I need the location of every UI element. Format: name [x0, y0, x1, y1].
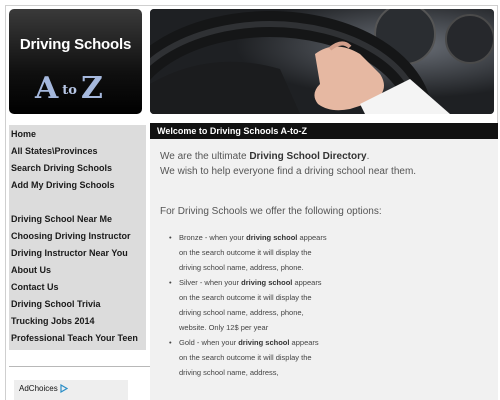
option-text-bold: driving school — [246, 233, 298, 242]
sidebar-divider — [9, 366, 150, 367]
steering-wheel-illustration — [150, 9, 494, 114]
nav-all-states-provinces[interactable]: All States\Provinces — [11, 146, 98, 156]
nav-driving-school-near-me[interactable]: Driving School Near Me — [11, 214, 113, 224]
adchoices-label[interactable]: AdChoices — [19, 384, 58, 393]
option-text-pre: Silver - when your — [179, 278, 242, 287]
nav-search-driving-schools[interactable]: Search Driving Schools — [11, 163, 113, 173]
intro-pre: We are the ultimate — [160, 151, 250, 162]
nav-choosing-driving-instructor[interactable]: Choosing Driving Instructor — [11, 231, 131, 241]
nav-trucking-jobs-2014[interactable]: Trucking Jobs 2014 — [11, 316, 95, 326]
option-text-post: appears on the search outcome it will display the driving school name, address, — [179, 338, 319, 377]
logo-title: Driving Schools — [19, 36, 132, 53]
nav-home[interactable]: Home — [11, 129, 37, 139]
logo-to: to — [62, 82, 77, 98]
nav-add-my-driving-schools[interactable]: Add My Driving Schools — [11, 180, 115, 190]
secondary-nav — [9, 211, 138, 347]
nav-driving-instructor-near-you[interactable]: Driving Instructor Near You — [11, 248, 128, 258]
option-text-pre: Bronze - when your — [179, 233, 247, 242]
option-text-post: appears on the search outcome it will display the driving school name, address, phone. — [179, 233, 327, 272]
nav-driving-school-trivia[interactable]: Driving School Trivia — [11, 299, 101, 309]
intro-text — [160, 149, 416, 179]
nav-about-us[interactable]: About Us — [11, 265, 51, 275]
ad-box[interactable] — [14, 380, 128, 400]
logo-z: Z — [80, 70, 103, 106]
intro-line-2: We wish to help everyone find a driving school near them. — [160, 166, 417, 177]
options-list — [169, 230, 329, 380]
option-gold — [169, 335, 329, 380]
option-silver — [169, 275, 329, 335]
main-content — [150, 139, 498, 400]
content-header: Welcome to Driving Schools A-to-Z — [150, 123, 498, 139]
intro-bold: Driving School Directory — [249, 151, 367, 162]
adchoices-icon[interactable] — [60, 384, 68, 393]
option-bronze — [169, 230, 329, 275]
intro-post: . — [366, 151, 370, 162]
option-text-bold: driving school — [241, 278, 293, 287]
main-nav — [9, 126, 115, 194]
option-text-pre: Gold - when your — [179, 338, 239, 347]
option-text-post: appears on the search outcome it will display the driving school name, address, phone, website. Only 12$ per year — [179, 278, 322, 332]
option-text-bold: driving school — [238, 338, 290, 347]
site-logo[interactable] — [9, 9, 142, 114]
logo-a: A — [35, 70, 59, 106]
sidebar — [9, 125, 146, 350]
nav-professional-teach-your-teen[interactable]: Professional Teach Your Teen — [11, 333, 138, 343]
nav-contact-us[interactable]: Contact Us — [11, 282, 59, 292]
logo-a-to-z — [35, 66, 103, 110]
offer-heading: For Driving Schools we offer the following options: — [160, 206, 382, 217]
banner-steering-wheel-image — [150, 9, 494, 114]
